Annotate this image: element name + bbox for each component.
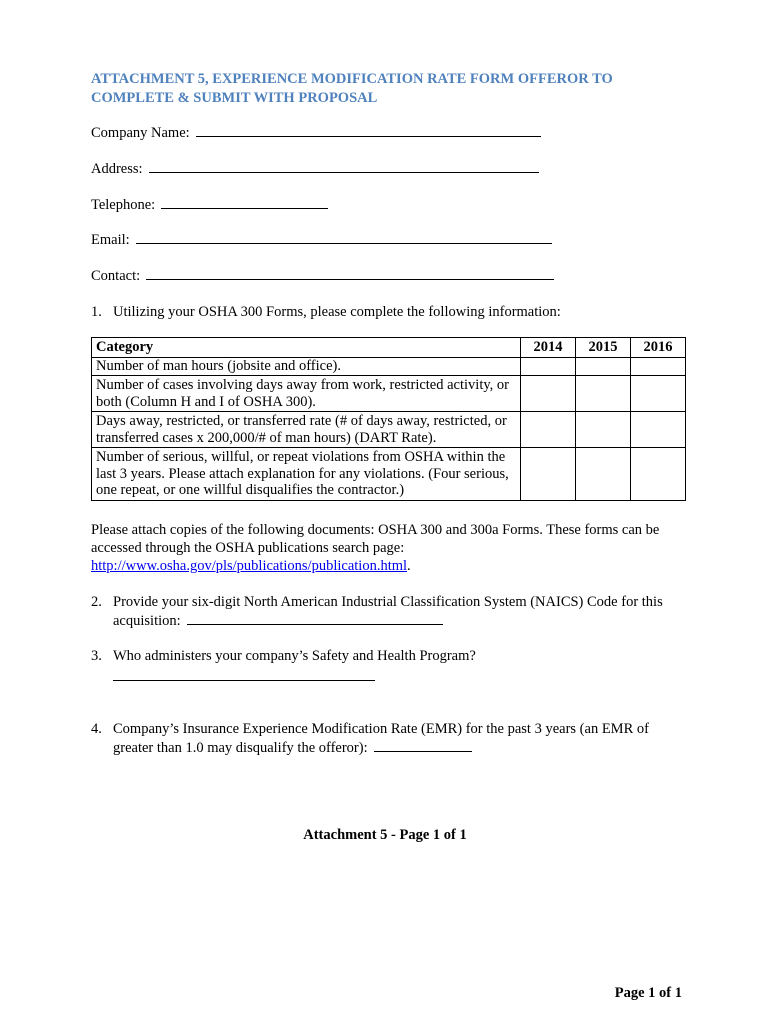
question-4-text-block (113, 720, 691, 757)
contact-line[interactable] (146, 266, 554, 280)
table-cell-input[interactable] (521, 376, 576, 412)
table-row (92, 412, 686, 448)
table-row-label: Days away, restricted, or transferred rate (# of days away, restricted, or transferred cases x 200,000/# of man hours) (DART Rate). (92, 412, 521, 448)
table-cell-input[interactable] (576, 412, 631, 448)
table-cell-input[interactable] (576, 357, 631, 376)
email-line[interactable] (136, 230, 552, 244)
table-header-row (92, 338, 686, 358)
question-3 (91, 647, 691, 686)
question-1-number: 1. (91, 304, 102, 320)
emr-line[interactable] (374, 738, 472, 752)
telephone-line[interactable] (161, 195, 328, 209)
company-name-field (91, 123, 541, 142)
address-line[interactable] (149, 159, 539, 173)
safety-program-line[interactable] (113, 667, 375, 681)
question-2 (91, 593, 691, 630)
table-cell-input[interactable] (576, 376, 631, 412)
attachment-note (91, 521, 691, 575)
table-cell-input[interactable] (631, 376, 686, 412)
question-1 (91, 303, 691, 321)
contact-label: Contact: (91, 268, 141, 284)
question-3-text: Who administers your company’s Safety and Health Program? (113, 648, 476, 664)
table-cell-input[interactable] (576, 448, 631, 501)
osha-info-table (91, 337, 686, 501)
table-cell-input[interactable] (631, 357, 686, 376)
osha-publications-link[interactable]: http://www.osha.gov/pls/publications/publication.html (91, 558, 408, 574)
question-2-text-block (113, 593, 691, 630)
table-row (92, 376, 686, 412)
category-header-label: Category (96, 339, 154, 355)
email-label: Email: (91, 232, 130, 248)
table-row-label: Number of man hours (jobsite and office). (92, 357, 521, 376)
table-cell-input[interactable] (521, 412, 576, 448)
table-header-year: 2015 (576, 338, 631, 358)
question-4-text: Company’s Insurance Experience Modification Rate (EMR) for the past 3 years (an EMR of greater than 1.0 may disqualify the offeror): (113, 721, 649, 756)
address-field (91, 159, 539, 178)
table-cell-input[interactable] (631, 412, 686, 448)
telephone-label: Telephone: (91, 197, 156, 213)
attachment-note-text: Please attach copies of the following documents: OSHA 300 and 300a Forms. These forms can be accessed through the OSHA publications search page: (91, 522, 660, 556)
table-cell-input[interactable] (521, 448, 576, 501)
telephone-field (91, 195, 328, 214)
attachment-note-end: . (407, 558, 411, 574)
question-1-text: Utilizing your OSHA 300 Forms, please complete the following information: (113, 304, 561, 320)
contact-field (91, 266, 554, 285)
naics-code-line[interactable] (187, 611, 443, 625)
document-title: ATTACHMENT 5, EXPERIENCE MODIFICATION RATE FORM OFFEROR TO COMPLETE & SUBMIT WITH PROPOSAL (91, 71, 613, 106)
question-3-number: 3. (91, 648, 102, 664)
table-row-label: Number of serious, willful, or repeat violations from OSHA within the last 3 years. Please attach explanation for any violations. (Four serious, one repeat, or one willful disqualifies the contractor.) (92, 448, 521, 501)
table-header-category (92, 338, 521, 358)
table-header-year: 2016 (631, 338, 686, 358)
table-header-year: 2014 (521, 338, 576, 358)
company-name-label: Company Name: (91, 125, 190, 141)
question-2-number: 2. (91, 594, 102, 610)
page-number: Page 1 of 1 (614, 985, 682, 1001)
table-row (92, 357, 686, 376)
table-row (92, 448, 686, 501)
table-row-label: Number of cases involving days away from work, restricted activity, or both (Column H and I of OSHA 300). (92, 376, 521, 412)
question-2-text: Provide your six-digit North American Industrial Classification System (NAICS) Code for this acquisition: (113, 594, 663, 629)
attachment-page-label: Attachment 5 - Page 1 of 1 (303, 827, 467, 843)
question-4-number: 4. (91, 721, 102, 737)
email-field (91, 230, 552, 249)
question-4 (91, 720, 691, 757)
table-cell-input[interactable] (631, 448, 686, 501)
address-label: Address: (91, 161, 143, 177)
table-cell-input[interactable] (521, 357, 576, 376)
company-name-line[interactable] (196, 123, 541, 137)
